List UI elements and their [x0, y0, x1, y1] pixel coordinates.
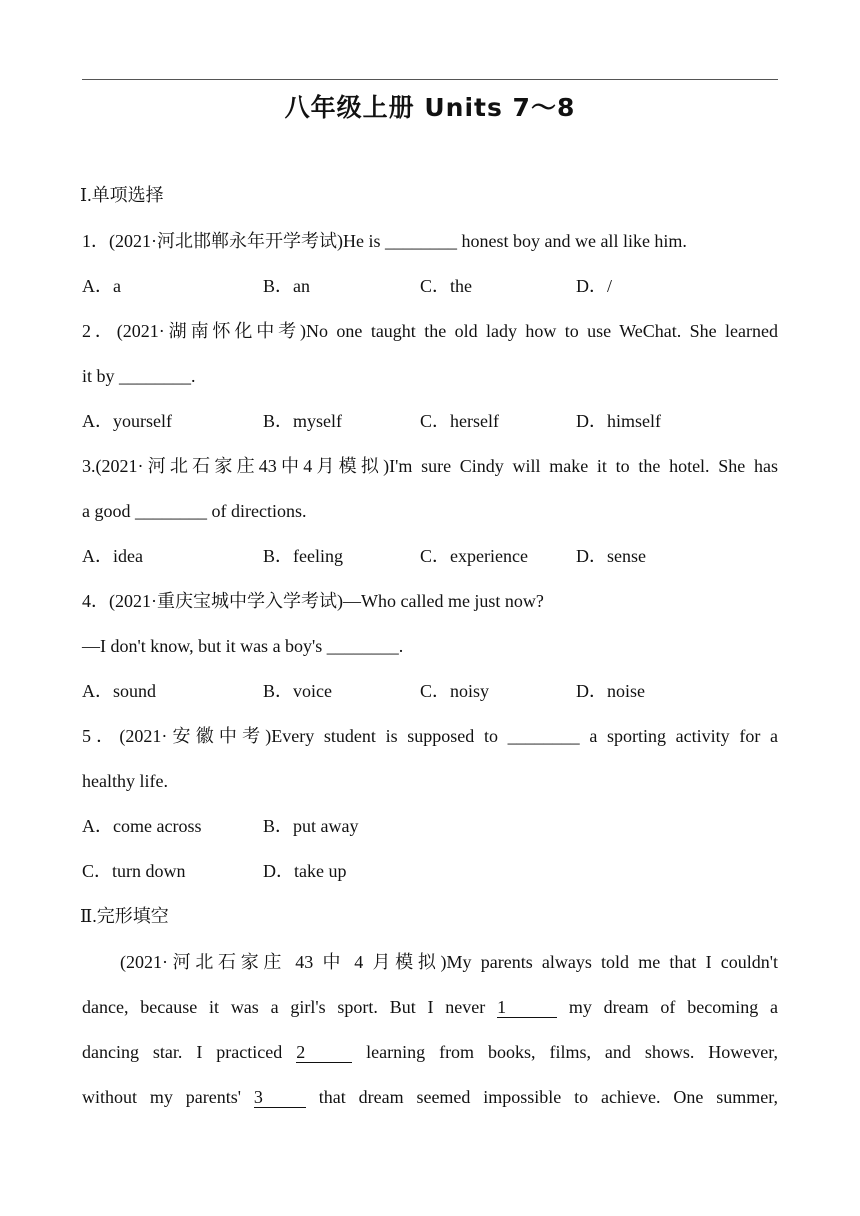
question-number: 2．: [82, 321, 117, 341]
passage-text: my dream of becoming a: [568, 997, 778, 1017]
q5-option-c: C．turn down: [82, 861, 186, 881]
question-number: 5．: [82, 726, 120, 746]
passage-text: learning from books, films, and shows. However,: [366, 1042, 779, 1062]
page-title: 八年级上册 Units 7～8: [284, 93, 576, 122]
passage-text: dancing star. I practiced: [82, 1042, 283, 1062]
q5-option-b: B．put away: [263, 816, 359, 836]
question-number: 4．: [82, 591, 109, 611]
passage-text: that dream seemed impossible to achieve. One summer,: [318, 1087, 778, 1107]
passage-line-4: [82, 1085, 778, 1109]
q1-option-a: A．a: [82, 276, 121, 296]
q4-option-d: D．noise: [576, 681, 645, 701]
question-text: (2021·重庆宝城中学入学考试)—Who called me just now?: [109, 591, 544, 611]
q1-option-b: B．an: [263, 276, 310, 296]
question-2: [82, 319, 778, 343]
cloze-blank-2: 2: [296, 1042, 352, 1063]
question-text: (2021·河北石家庄43中4月模拟)I'm sure Cindy will make it to the hotel. She has: [95, 456, 778, 476]
passage-text: without my parents': [82, 1087, 241, 1107]
q3-option-c: C．experience: [420, 546, 528, 566]
q2-option-a: A．yourself: [82, 411, 172, 431]
q3-option-d: D．sense: [576, 546, 646, 566]
question-1: [82, 229, 778, 253]
question-4-continued: —I don't know, but it was a boy's ________.: [82, 636, 404, 656]
q2-option-d: D．himself: [576, 411, 661, 431]
q5-option-a: A．come across: [82, 816, 202, 836]
cloze-blank-1: 1: [497, 997, 557, 1018]
cloze-blank-3: 3: [254, 1087, 306, 1108]
question-3: [82, 454, 778, 478]
question-5-continued: healthy life.: [82, 771, 168, 791]
question-5: [82, 724, 778, 748]
q3-option-a: A．idea: [82, 546, 143, 566]
passage-text: dance, because it was a girl's sport. But I never: [82, 997, 486, 1017]
question-number: 3.: [82, 456, 96, 476]
q2-option-c: C．herself: [420, 411, 499, 431]
question-text: (2021·河北邯郸永年开学考试)He is ________ honest boy and we all like him.: [109, 231, 687, 251]
q4-option-a: A．sound: [82, 681, 157, 701]
q5-option-d: D．take up: [263, 861, 347, 881]
q1-option-d: D．/: [576, 276, 612, 296]
question-3-continued: a good ________ of directions.: [82, 501, 307, 521]
question-number: 1．: [82, 231, 109, 251]
q4-option-b: B．voice: [263, 681, 332, 701]
passage-line-2: [82, 995, 778, 1019]
top-rule: [82, 79, 778, 80]
section1-heading: Ⅰ.单项选择: [80, 185, 164, 205]
question-2-continued: it by ________.: [82, 366, 196, 386]
passage-line-3: [82, 1040, 778, 1064]
section2-heading: Ⅱ.完形填空: [80, 906, 169, 926]
q3-option-b: B．feeling: [263, 546, 343, 566]
passage-line-1: (2021·河北石家庄 43 中 4 月模拟)My parents always told me that I couldn't: [120, 952, 778, 972]
q1-option-c: C．the: [420, 276, 472, 296]
q2-option-b: B．myself: [263, 411, 342, 431]
question-text: (2021·安徽中考)Every student is supposed to ________ a sporting activity for a: [119, 726, 779, 746]
q4-option-c: C．noisy: [420, 681, 490, 701]
question-text: (2021·湖南怀化中考)No one taught the old lady how to use WeChat. She learned: [116, 321, 779, 341]
question-4: [82, 589, 778, 613]
